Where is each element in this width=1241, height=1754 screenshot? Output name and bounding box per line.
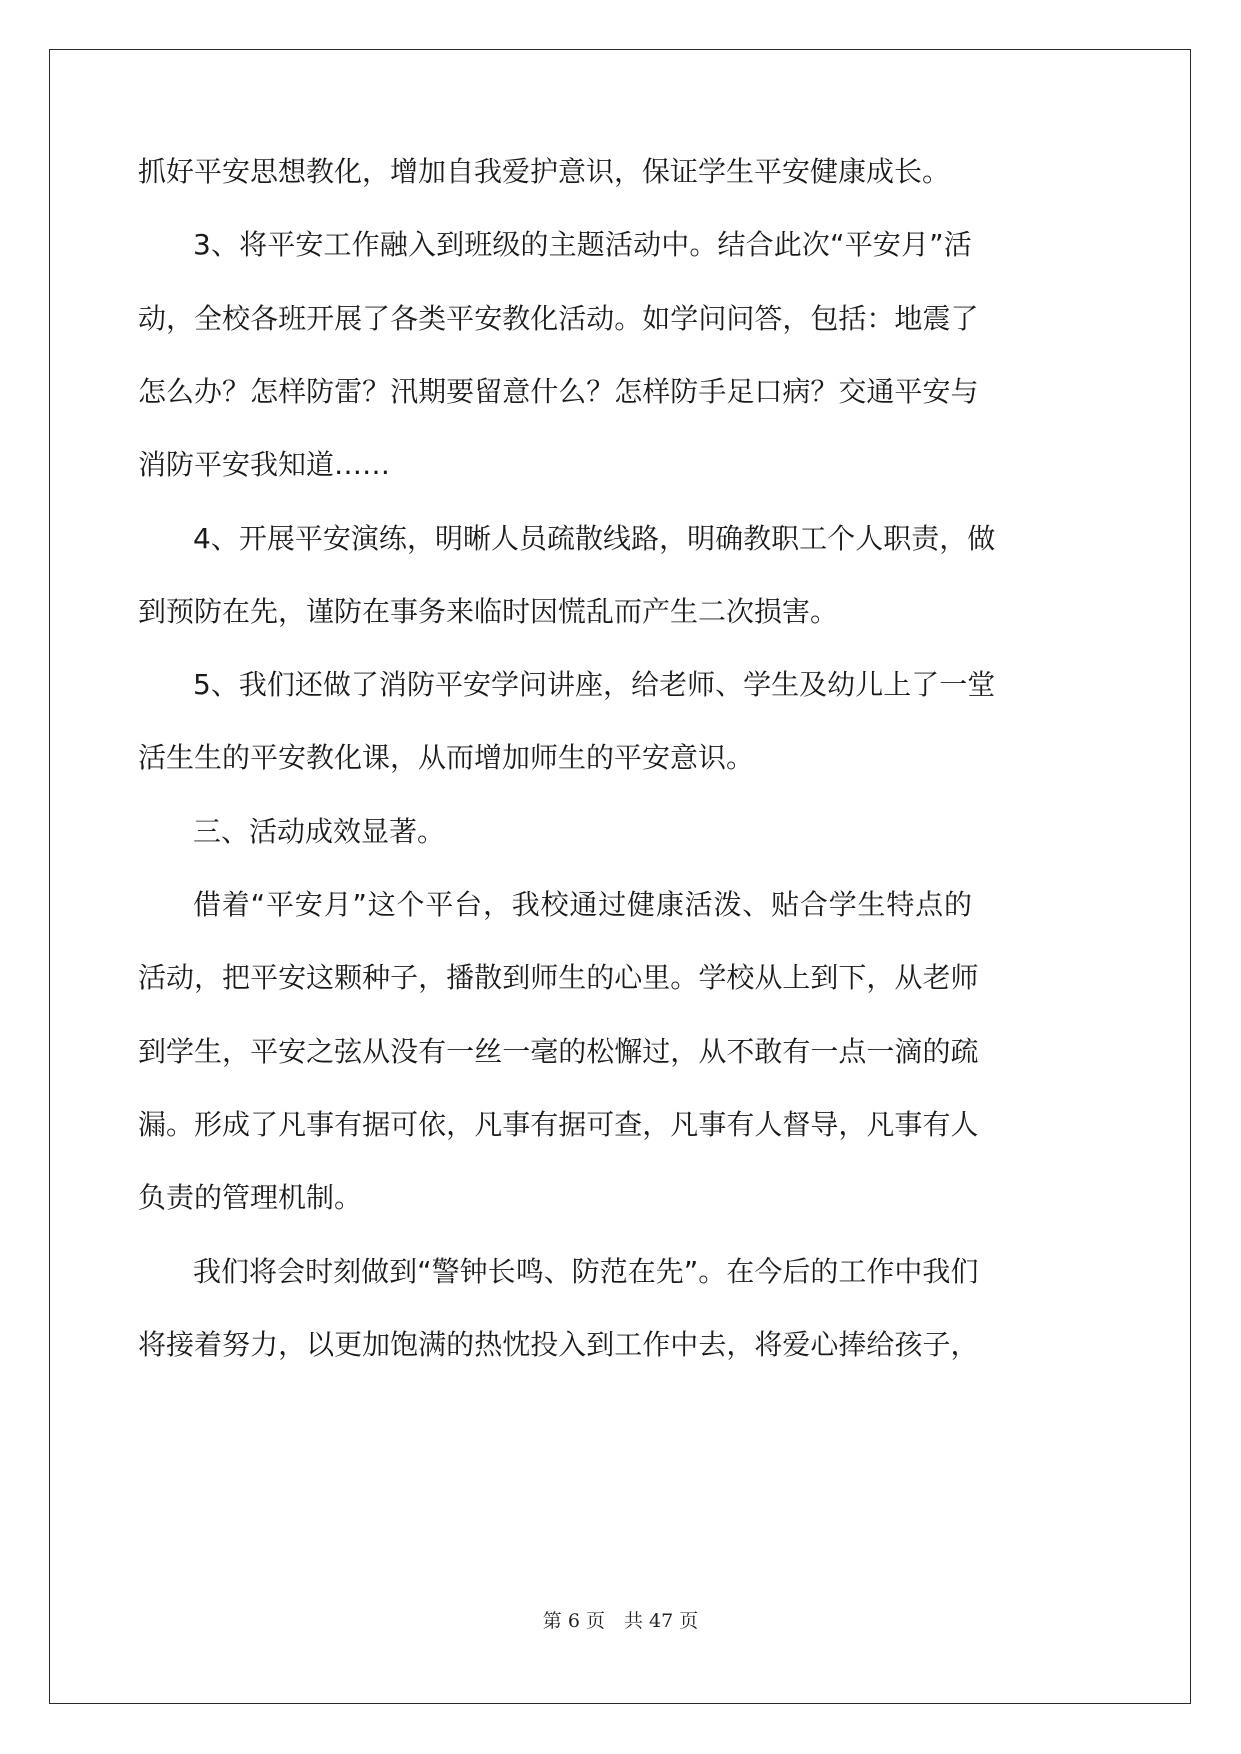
text-line: 5 、 我 们 还 做 了 消 防 平 安 学 问 讲 座 ， 给 老 师 、 学 生 及 幼 儿 上 了 一 堂 — [193, 668, 996, 702]
text-line: 负责的管理机制。 — [138, 1181, 363, 1215]
text-line: 消防平安我知道…… — [138, 448, 391, 482]
text-line: 3 、 将 平 安 工 作 融 入 到 班 级 的 主 题 活 动 中 。 结 合 此 次 “ 平 安 月 ” 活 — [193, 228, 972, 262]
text-line: 漏 。 形 成 了 凡 事 有 据 可 依 ， 凡 事 有 据 可 查 ， 凡 事 有 人 督 导 ， 凡 事 有 人 — [138, 1107, 979, 1141]
text-line: 到预防在先，谨防在事务来临时因慌乱而产生二次损害。 — [138, 594, 839, 628]
text-line: 怎 么 办 ？ 怎 样 防 雷 ？ 汛 期 要 留 意 什 么 ？ 怎 样 防 手 足 口 病 ？ 交 通 平 安 与 — [138, 374, 979, 408]
text-line: 活生生的平安教化课，从而增加师生的平安意识。 — [138, 741, 755, 775]
text-line: 借 着 “ 平 安 月 ” 这 个 平 台 ， 我 校 通 过 健 康 活 泼 、 贴 合 学 生 特 点 的 — [193, 888, 972, 921]
page-border — [49, 49, 1191, 1704]
text-line: 三、活动成效显著。 — [193, 814, 446, 848]
text-line: 4 、 开 展 平 安 演 练 ， 明 晰 人 员 疏 散 线 路 ， 明 确 教 职 工 个 人 职 责 ， 做 — [193, 521, 996, 555]
text-line: 活 动 ， 把 平 安 这 颗 种 子 ， 播 散 到 师 生 的 心 里 。 学 校 从 上 到 下 ， 从 老 师 — [138, 961, 979, 995]
text-line: 动 ， 全 校 各 班 开 展 了 各 类 平 安 教 化 活 动 。 如 学 问 问 答 ， 包 括 ： 地 震 了 — [138, 301, 979, 335]
text-line: 将 接 着 努 力 ， 以 更 加 饱 满 的 热 忱 投 入 到 工 作 中 去 ， 将 爱 心 捧 给 孩 子 ， — [138, 1327, 979, 1361]
text-line: 抓好平安思想教化，增加自我爱护意识，保证学生平安健康成长。 — [138, 155, 951, 188]
page-footer: 第 6 页 共 47 页 — [542, 1610, 699, 1632]
text-line: 我 们 将 会 时 刻 做 到 “ 警 钟 长 鸣 、 防 范 在 先 ” 。 在 今 后 的 工 作 中 我 们 — [193, 1254, 979, 1288]
text-line: 到 学 生 ， 平 安 之 弦 从 没 有 一 丝 一 毫 的 松 懈 过 ， 从 不 敢 有 一 点 一 滴 的 疏 — [138, 1034, 979, 1068]
